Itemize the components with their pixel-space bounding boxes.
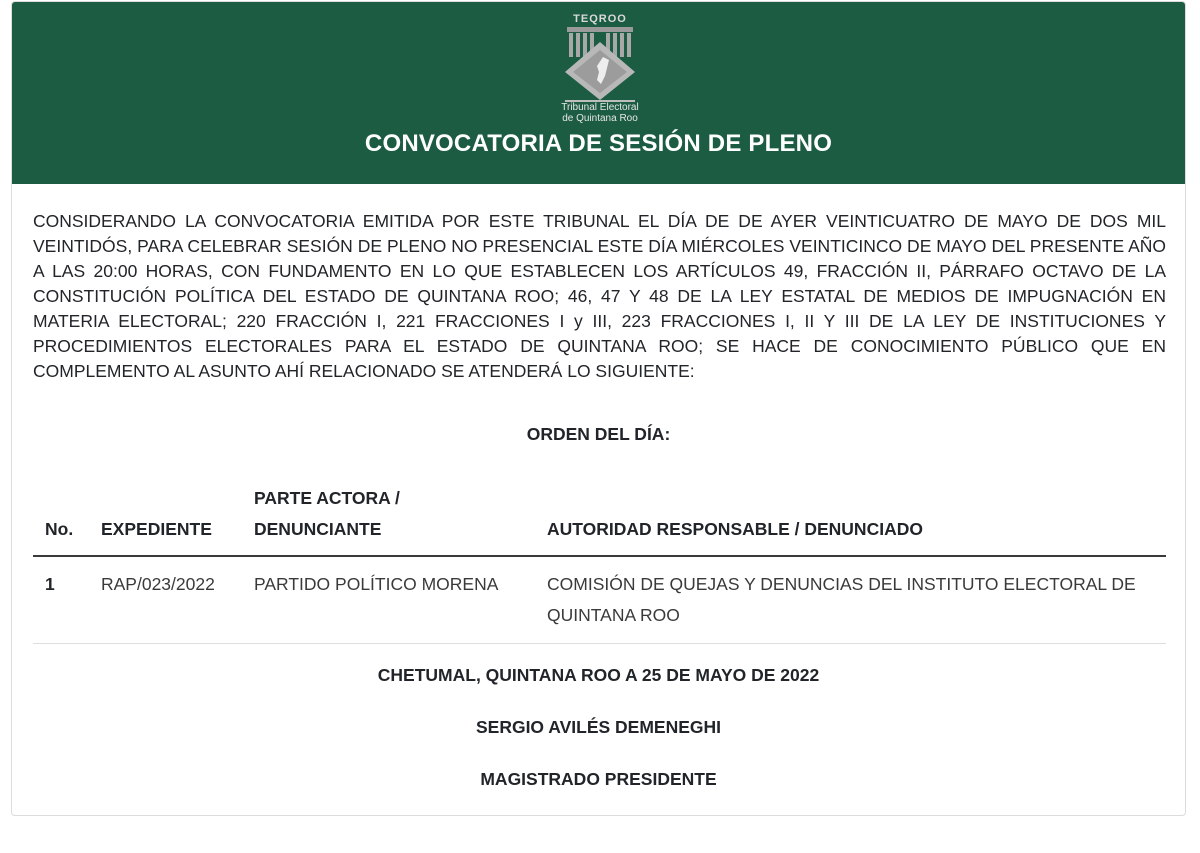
table-row <box>33 556 1166 644</box>
orden-table <box>33 477 1166 644</box>
row-no: 1 <box>33 556 89 644</box>
signer-name: SERGIO AVILÉS DEMENEGHI <box>475 717 722 737</box>
page-title: CONVOCATORIA DE SESIÓN DE PLENO <box>364 130 833 157</box>
logo-name-line2: de Quintana Roo <box>562 113 638 124</box>
row-autoridad: COMISIÓN DE QUEJAS Y DENUNCIAS DEL INSTITUTO ELECTORAL DE QUINTANA ROO <box>535 556 1166 644</box>
table-header-row <box>33 477 1166 556</box>
signer-title: MAGISTRADO PRESIDENTE <box>480 769 717 789</box>
place-date: CHETUMAL, QUINTANA ROO A 25 DE MAYO DE 2022 <box>377 665 820 685</box>
header-expediente: EXPEDIENTE <box>89 477 242 556</box>
logo-acronym: TEQROO <box>573 13 627 25</box>
header-parte-actora <box>242 477 535 556</box>
logo-name <box>545 102 655 124</box>
header-autoridad: AUTORIDAD RESPONSABLE / DENUNCIADO <box>535 477 1166 556</box>
header-no: No. <box>33 477 89 556</box>
header-parte-line1: PARTE ACTORA / <box>254 488 400 508</box>
row-parte-actora: PARTIDO POLÍTICO MORENA <box>242 556 535 644</box>
orden-del-dia-heading: ORDEN DEL DÍA: <box>526 424 671 444</box>
header-banner <box>12 2 1185 184</box>
logo-name-line1: Tribunal Electoral <box>561 102 639 113</box>
row-expediente: RAP/023/2022 <box>89 556 242 644</box>
considerando-paragraph: CONSIDERANDO LA CONVOCATORIA EMITIDA POR ESTE TRIBUNAL EL DÍA DE DE AYER VEINTICUATRO DE MAYO DE DOS MIL VEINTIDÓS, PARA CELEBRAR SESIÓN DE PLENO NO PRESENCIAL ESTE DÍA MIÉRCOLES VEINTICINCO DE MAYO DEL PRESENTE AÑO A LAS 20:00 HORAS, CON FUNDAMENTO EN LO QUE ESTABLECEN LOS ARTÍCULOS 49, FRACCIÓN II, PÁRRAFO OCTAVO DE LA CONSTITUCIÓN POLÍTICA DEL ESTADO DE QUINTANA ROO; 46, 47 Y 48 DE LA LEY ESTATAL DE MEDIOS DE IMPUGNACIÓN EN MATERIA ELECTORAL; 220 FRACCIÓN I, 221 FRACCIONES I y III, 223 FRACCIONES I, II Y III DE LA LEY DE INSTITUCIONES Y PROCEDIMIENTOS ELECTORALES PARA EL ESTADO DE QUINTANA ROO; SE HACE DE CONOCIMIENTO PÚBLICO QUE EN COMPLEMENTO AL ASUNTO AHÍ RELACIONADO SE ATENDERÁ LO SIGUIENTE: <box>33 211 1166 381</box>
convocatoria-card <box>11 1 1186 816</box>
header-parte-line2: DENUNCIANTE <box>254 519 382 539</box>
tribunal-logo <box>545 10 655 134</box>
